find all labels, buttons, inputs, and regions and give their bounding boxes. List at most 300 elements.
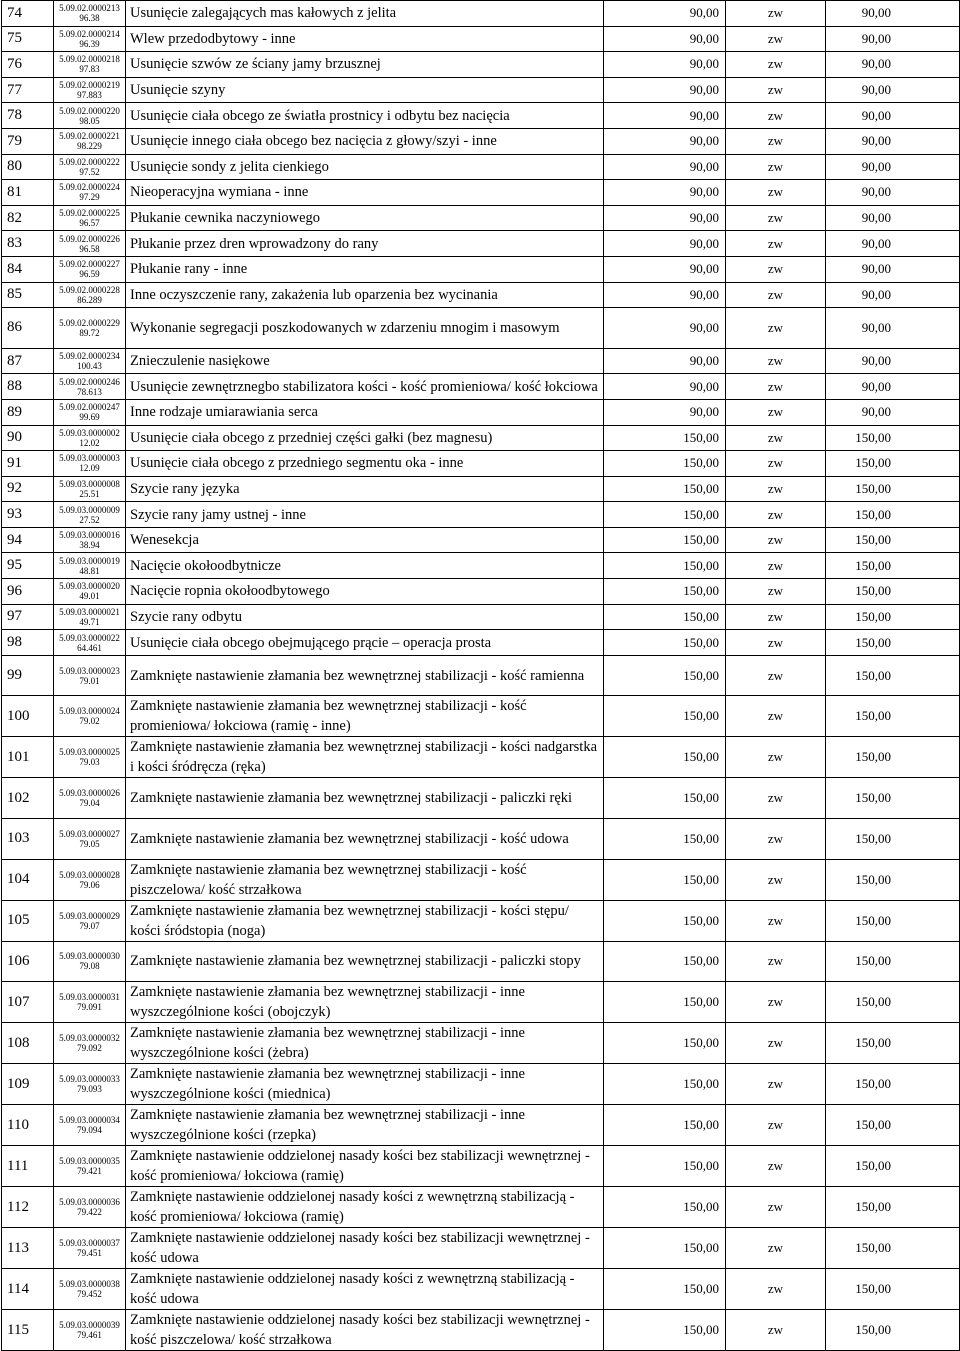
vat-rate: zw xyxy=(726,1064,826,1105)
procedure-code-cell xyxy=(54,553,126,579)
procedure-code: 5.09.03.0000038 xyxy=(59,1279,120,1290)
net-price: 150,00 xyxy=(604,476,726,502)
procedure-code: 5.09.02.0000225 xyxy=(59,208,120,219)
vat-rate: zw xyxy=(726,655,826,696)
gross-price: 90,00 xyxy=(826,154,960,180)
procedure-code: 5.09.03.0000020 xyxy=(59,581,120,592)
row-number: 77 xyxy=(2,77,54,103)
procedure-code-cell xyxy=(54,1269,126,1310)
procedure-code-cell xyxy=(54,778,126,819)
gross-price: 90,00 xyxy=(826,26,960,52)
table-row xyxy=(2,308,960,349)
net-price: 90,00 xyxy=(604,26,726,52)
procedure-name: Usunięcie szyny xyxy=(126,77,604,103)
procedure-code-cell xyxy=(54,282,126,308)
net-price: 150,00 xyxy=(604,1146,726,1187)
row-number: 100 xyxy=(2,696,54,737)
icd9-code: 79.01 xyxy=(79,675,100,686)
vat-rate: zw xyxy=(726,348,826,374)
row-number: 106 xyxy=(2,941,54,982)
row-number: 75 xyxy=(2,26,54,52)
gross-price: 150,00 xyxy=(826,941,960,982)
net-price: 150,00 xyxy=(604,655,726,696)
row-number: 108 xyxy=(2,1023,54,1064)
icd9-code: 96.39 xyxy=(79,38,100,49)
table-row xyxy=(2,1105,960,1146)
vat-rate: zw xyxy=(726,26,826,52)
vat-rate: zw xyxy=(726,1,826,27)
procedure-code: 5.09.03.0000003 xyxy=(59,453,120,464)
net-price: 150,00 xyxy=(604,1187,726,1228)
procedure-name: Zamknięte nastawienie oddzielonej nasady kości z wewnętrzną stabilizacją - kość promieniowa/ łokciowa (ramię) xyxy=(126,1187,604,1228)
procedure-code: 5.09.03.0000019 xyxy=(59,555,120,566)
icd9-code: 79.091 xyxy=(77,1002,102,1013)
procedure-code-cell xyxy=(54,604,126,630)
net-price: 90,00 xyxy=(604,348,726,374)
table-row xyxy=(2,737,960,778)
procedure-code: 5.09.02.0000229 xyxy=(59,317,120,328)
net-price: 150,00 xyxy=(604,941,726,982)
icd9-code: 12.02 xyxy=(79,437,100,448)
row-number: 74 xyxy=(2,1,54,27)
procedure-code-cell xyxy=(54,128,126,154)
procedure-code: 5.09.03.0000009 xyxy=(59,504,120,515)
vat-rate: zw xyxy=(726,256,826,282)
vat-rate: zw xyxy=(726,553,826,579)
row-number: 88 xyxy=(2,374,54,400)
table-row xyxy=(2,655,960,696)
table-row xyxy=(2,696,960,737)
icd9-code: 79.452 xyxy=(77,1289,102,1300)
row-number: 91 xyxy=(2,451,54,477)
gross-price: 90,00 xyxy=(826,128,960,154)
procedure-code-cell xyxy=(54,1,126,27)
row-number: 81 xyxy=(2,180,54,206)
row-number: 109 xyxy=(2,1064,54,1105)
procedure-code: 5.09.02.0000228 xyxy=(59,284,120,295)
net-price: 90,00 xyxy=(604,128,726,154)
procedure-code: 5.09.03.0000034 xyxy=(59,1115,120,1126)
icd9-code: 79.05 xyxy=(79,838,100,849)
table-row xyxy=(2,819,960,860)
procedure-code-cell xyxy=(54,982,126,1023)
table-row xyxy=(2,1,960,27)
table-row xyxy=(2,256,960,282)
procedure-name: Zamknięte nastawienie oddzielonej nasady kości bez stabilizacji wewnętrznej - kość piszczelowa/ kość strzałkowa xyxy=(126,1310,604,1351)
procedure-name: Zamknięte nastawienie złamania bez wewnętrznej stabilizacji - kości nadgarstka i kości śródręcza (ręka) xyxy=(126,737,604,778)
vat-rate: zw xyxy=(726,374,826,400)
gross-price: 90,00 xyxy=(826,231,960,257)
icd9-code: 79.06 xyxy=(79,879,100,890)
procedure-name: Zamknięte nastawienie złamania bez wewnętrznej stabilizacji - paliczki ręki xyxy=(126,778,604,819)
procedure-code-cell xyxy=(54,1187,126,1228)
procedure-code: 5.09.03.0000030 xyxy=(59,951,120,962)
gross-price: 150,00 xyxy=(826,630,960,656)
icd9-code: 97.29 xyxy=(79,192,100,203)
procedure-code: 5.09.02.0000227 xyxy=(59,259,120,270)
gross-price: 150,00 xyxy=(826,778,960,819)
table-row xyxy=(2,982,960,1023)
procedure-code: 5.09.03.0000025 xyxy=(59,747,120,758)
procedure-name: Płukanie rany - inne xyxy=(126,256,604,282)
gross-price: 150,00 xyxy=(826,655,960,696)
net-price: 90,00 xyxy=(604,103,726,129)
row-number: 84 xyxy=(2,256,54,282)
procedure-name: Wlew przedodbytowy - inne xyxy=(126,26,604,52)
gross-price: 150,00 xyxy=(826,1269,960,1310)
table-row xyxy=(2,778,960,819)
vat-rate: zw xyxy=(726,527,826,553)
procedure-code: 5.09.02.0000221 xyxy=(59,131,120,142)
procedure-code: 5.09.03.0000031 xyxy=(59,992,120,1003)
procedure-code-cell xyxy=(54,941,126,982)
procedure-code: 5.09.02.0000220 xyxy=(59,105,120,116)
table-row xyxy=(2,1146,960,1187)
procedure-name: Zamknięte nastawienie złamania bez wewnętrznej stabilizacji - paliczki stopy xyxy=(126,941,604,982)
procedure-name: Płukanie przez dren wprowadzony do rany xyxy=(126,231,604,257)
net-price: 90,00 xyxy=(604,308,726,349)
table-row xyxy=(2,52,960,78)
table-row xyxy=(2,1269,960,1310)
vat-rate: zw xyxy=(726,1023,826,1064)
icd9-code: 96.58 xyxy=(79,243,100,254)
procedure-name: Zamknięte nastawienie złamania bez wewnętrznej stabilizacji - inne wyszczególnione kości (rzepka) xyxy=(126,1105,604,1146)
table-row xyxy=(2,1023,960,1064)
table-row xyxy=(2,604,960,630)
vat-rate: zw xyxy=(726,231,826,257)
row-number: 99 xyxy=(2,655,54,696)
procedure-code: 5.09.03.0000039 xyxy=(59,1320,120,1331)
procedure-code-cell xyxy=(54,655,126,696)
net-price: 150,00 xyxy=(604,527,726,553)
gross-price: 150,00 xyxy=(826,982,960,1023)
procedure-code-cell xyxy=(54,154,126,180)
icd9-code: 96.38 xyxy=(79,13,100,24)
gross-price: 150,00 xyxy=(826,1105,960,1146)
procedure-code-cell xyxy=(54,502,126,528)
procedure-name: Usunięcie ciała obcego obejmującego prącie – operacja prosta xyxy=(126,630,604,656)
gross-price: 150,00 xyxy=(826,553,960,579)
procedure-code: 5.09.03.0000036 xyxy=(59,1197,120,1208)
icd9-code: 79.093 xyxy=(77,1084,102,1095)
net-price: 90,00 xyxy=(604,154,726,180)
procedure-name: Usunięcie zewnętrznegbo stabilizatora kości - kość promieniowa/ kość łokciowa xyxy=(126,374,604,400)
icd9-code: 78.613 xyxy=(77,386,102,397)
net-price: 150,00 xyxy=(604,1269,726,1310)
icd9-code: 98.05 xyxy=(79,115,100,126)
procedure-code: 5.09.03.0000027 xyxy=(59,828,120,839)
procedure-code-cell xyxy=(54,256,126,282)
vat-rate: zw xyxy=(726,1187,826,1228)
gross-price: 150,00 xyxy=(826,819,960,860)
gross-price: 150,00 xyxy=(826,451,960,477)
icd9-code: 86.289 xyxy=(77,294,102,305)
procedure-code-cell xyxy=(54,103,126,129)
table-row xyxy=(2,579,960,605)
vat-rate: zw xyxy=(726,778,826,819)
procedure-code-cell xyxy=(54,180,126,206)
procedure-name: Nacięcie okołoodbytnicze xyxy=(126,553,604,579)
vat-rate: zw xyxy=(726,579,826,605)
icd9-code: 79.03 xyxy=(79,757,100,768)
icd9-code: 96.57 xyxy=(79,218,100,229)
procedure-code: 5.09.03.0000024 xyxy=(59,706,120,717)
row-number: 89 xyxy=(2,399,54,425)
gross-price: 150,00 xyxy=(826,1310,960,1351)
gross-price: 150,00 xyxy=(826,579,960,605)
vat-rate: zw xyxy=(726,451,826,477)
procedure-code-cell xyxy=(54,476,126,502)
row-number: 107 xyxy=(2,982,54,1023)
procedure-name: Wenesekcja xyxy=(126,527,604,553)
icd9-code: 48.81 xyxy=(79,565,100,576)
table-row xyxy=(2,941,960,982)
procedure-code: 5.09.02.0000218 xyxy=(59,54,120,65)
procedure-name: Szycie rany języka xyxy=(126,476,604,502)
vat-rate: zw xyxy=(726,282,826,308)
gross-price: 90,00 xyxy=(826,52,960,78)
net-price: 150,00 xyxy=(604,696,726,737)
procedure-name: Płukanie cewnika naczyniowego xyxy=(126,205,604,231)
row-number: 112 xyxy=(2,1187,54,1228)
table-row xyxy=(2,476,960,502)
gross-price: 150,00 xyxy=(826,737,960,778)
procedure-code: 5.09.02.0000214 xyxy=(59,28,120,39)
price-list-body xyxy=(2,1,960,1351)
procedure-code-cell xyxy=(54,26,126,52)
row-number: 114 xyxy=(2,1269,54,1310)
net-price: 90,00 xyxy=(604,180,726,206)
gross-price: 150,00 xyxy=(826,1146,960,1187)
table-row xyxy=(2,1187,960,1228)
procedure-name: Znieczulenie nasiękowe xyxy=(126,348,604,374)
net-price: 90,00 xyxy=(604,256,726,282)
procedure-name: Usunięcie zalegających mas kałowych z jelita xyxy=(126,1,604,27)
procedure-name: Szycie rany jamy ustnej - inne xyxy=(126,502,604,528)
gross-price: 90,00 xyxy=(826,103,960,129)
table-row xyxy=(2,348,960,374)
procedure-name: Inne oczyszczenie rany, zakażenia lub oparzenia bez wycinania xyxy=(126,282,604,308)
row-number: 95 xyxy=(2,553,54,579)
gross-price: 90,00 xyxy=(826,308,960,349)
net-price: 150,00 xyxy=(604,425,726,451)
vat-rate: zw xyxy=(726,819,826,860)
procedure-name: Usunięcie ciała obcego z przedniej części gałki (bez magnesu) xyxy=(126,425,604,451)
procedure-code: 5.09.03.0000023 xyxy=(59,665,120,676)
vat-rate: zw xyxy=(726,900,826,941)
gross-price: 150,00 xyxy=(826,696,960,737)
vat-rate: zw xyxy=(726,103,826,129)
row-number: 105 xyxy=(2,900,54,941)
table-row xyxy=(2,900,960,941)
vat-rate: zw xyxy=(726,154,826,180)
row-number: 79 xyxy=(2,128,54,154)
net-price: 150,00 xyxy=(604,819,726,860)
row-number: 80 xyxy=(2,154,54,180)
row-number: 115 xyxy=(2,1310,54,1351)
procedure-code: 5.09.03.0000035 xyxy=(59,1156,120,1167)
procedure-code-cell xyxy=(54,1064,126,1105)
gross-price: 90,00 xyxy=(826,374,960,400)
gross-price: 150,00 xyxy=(826,425,960,451)
procedure-code: 5.09.03.0000016 xyxy=(59,530,120,541)
procedure-code-cell xyxy=(54,77,126,103)
procedure-name: Usunięcie ciała obcego ze światła prostnicy i odbytu bez nacięcia xyxy=(126,103,604,129)
table-row xyxy=(2,128,960,154)
gross-price: 150,00 xyxy=(826,1064,960,1105)
gross-price: 90,00 xyxy=(826,180,960,206)
vat-rate: zw xyxy=(726,1269,826,1310)
procedure-code-cell xyxy=(54,630,126,656)
row-number: 86 xyxy=(2,308,54,349)
net-price: 90,00 xyxy=(604,52,726,78)
table-row xyxy=(2,553,960,579)
procedure-name: Nacięcie ropnia okołoodbytowego xyxy=(126,579,604,605)
net-price: 90,00 xyxy=(604,1,726,27)
gross-price: 150,00 xyxy=(826,476,960,502)
procedure-name: Zamknięte nastawienie oddzielonej nasady kości bez stabilizacji wewnętrznej - kość udowa xyxy=(126,1228,604,1269)
net-price: 150,00 xyxy=(604,553,726,579)
net-price: 150,00 xyxy=(604,1105,726,1146)
procedure-code-cell xyxy=(54,1310,126,1351)
gross-price: 150,00 xyxy=(826,1187,960,1228)
procedure-code: 5.09.03.0000032 xyxy=(59,1033,120,1044)
vat-rate: zw xyxy=(726,128,826,154)
gross-price: 150,00 xyxy=(826,900,960,941)
vat-rate: zw xyxy=(726,630,826,656)
gross-price: 150,00 xyxy=(826,604,960,630)
procedure-code: 5.09.02.0000247 xyxy=(59,402,120,413)
procedure-code-cell xyxy=(54,1105,126,1146)
icd9-code: 97.83 xyxy=(79,64,100,75)
gross-price: 150,00 xyxy=(826,527,960,553)
icd9-code: 64.461 xyxy=(77,642,102,653)
icd9-code: 79.08 xyxy=(79,961,100,972)
gross-price: 90,00 xyxy=(826,348,960,374)
vat-rate: zw xyxy=(726,1105,826,1146)
procedure-code: 5.09.03.0000022 xyxy=(59,632,120,643)
table-row xyxy=(2,180,960,206)
gross-price: 90,00 xyxy=(826,205,960,231)
procedure-code-cell xyxy=(54,696,126,737)
row-number: 103 xyxy=(2,819,54,860)
vat-rate: zw xyxy=(726,476,826,502)
icd9-code: 79.422 xyxy=(77,1207,102,1218)
procedure-code: 5.09.03.0000008 xyxy=(59,478,120,489)
procedure-name: Zamknięte nastawienie złamania bez wewnętrznej stabilizacji - kości stępu/ kości śródstopia (noga) xyxy=(126,900,604,941)
icd9-code: 79.451 xyxy=(77,1248,102,1259)
table-row xyxy=(2,399,960,425)
row-number: 90 xyxy=(2,425,54,451)
vat-rate: zw xyxy=(726,941,826,982)
procedure-name: Usunięcie innego ciała obcego bez nacięcia z głowy/szyi - inne xyxy=(126,128,604,154)
icd9-code: 38.94 xyxy=(79,540,100,551)
net-price: 150,00 xyxy=(604,778,726,819)
gross-price: 90,00 xyxy=(826,282,960,308)
procedure-name: Nieoperacyjna wymiana - inne xyxy=(126,180,604,206)
procedure-name: Zamknięte nastawienie złamania bez wewnętrznej stabilizacji - inne wyszczególnione kości (miednica) xyxy=(126,1064,604,1105)
row-number: 76 xyxy=(2,52,54,78)
vat-rate: zw xyxy=(726,1310,826,1351)
procedure-code-cell xyxy=(54,1023,126,1064)
procedure-name: Usunięcie sondy z jelita cienkiego xyxy=(126,154,604,180)
vat-rate: zw xyxy=(726,205,826,231)
procedure-code-cell xyxy=(54,205,126,231)
procedure-code-cell xyxy=(54,399,126,425)
table-row xyxy=(2,1228,960,1269)
procedure-code-cell xyxy=(54,451,126,477)
procedure-code: 5.09.03.0000026 xyxy=(59,788,120,799)
procedure-code: 5.09.02.0000219 xyxy=(59,80,120,91)
net-price: 150,00 xyxy=(604,859,726,900)
procedure-name: Zamknięte nastawienie złamania bez wewnętrznej stabilizacji - inne wyszczególnione kości (żebra) xyxy=(126,1023,604,1064)
procedure-code: 5.09.03.0000037 xyxy=(59,1238,120,1249)
procedure-code: 5.09.03.0000029 xyxy=(59,910,120,921)
gross-price: 150,00 xyxy=(826,859,960,900)
row-number: 113 xyxy=(2,1228,54,1269)
procedure-code: 5.09.03.0000021 xyxy=(59,606,120,617)
icd9-code: 100.43 xyxy=(77,361,102,372)
table-row xyxy=(2,1064,960,1105)
icd9-code: 79.04 xyxy=(79,798,100,809)
vat-rate: zw xyxy=(726,696,826,737)
gross-price: 90,00 xyxy=(826,256,960,282)
net-price: 150,00 xyxy=(604,1310,726,1351)
net-price: 150,00 xyxy=(604,630,726,656)
icd9-code: 79.461 xyxy=(77,1330,102,1341)
row-number: 96 xyxy=(2,579,54,605)
vat-rate: zw xyxy=(726,180,826,206)
procedure-code: 5.09.02.0000246 xyxy=(59,376,120,387)
row-number: 97 xyxy=(2,604,54,630)
procedure-code-cell xyxy=(54,308,126,349)
icd9-code: 96.59 xyxy=(79,269,100,280)
procedure-code-cell xyxy=(54,859,126,900)
procedure-name: Zamknięte nastawienie oddzielonej nasady kości bez stabilizacji wewnętrznej - kość promieniowa/ łokciowa (ramię) xyxy=(126,1146,604,1187)
vat-rate: zw xyxy=(726,425,826,451)
procedure-name: Zamknięte nastawienie złamania bez wewnętrznej stabilizacji - kość piszczelowa/ kość strzałkowa xyxy=(126,859,604,900)
gross-price: 90,00 xyxy=(826,399,960,425)
procedure-code: 5.09.02.0000222 xyxy=(59,156,120,167)
procedure-code-cell xyxy=(54,52,126,78)
procedure-name: Usunięcie ciała obcego z przedniego segmentu oka - inne xyxy=(126,451,604,477)
row-number: 98 xyxy=(2,630,54,656)
row-number: 92 xyxy=(2,476,54,502)
table-row xyxy=(2,630,960,656)
procedure-name: Szycie rany odbytu xyxy=(126,604,604,630)
table-row xyxy=(2,77,960,103)
table-row xyxy=(2,103,960,129)
icd9-code: 49.01 xyxy=(79,591,100,602)
net-price: 90,00 xyxy=(604,231,726,257)
procedure-code: 5.09.02.0000213 xyxy=(59,3,120,14)
table-row xyxy=(2,26,960,52)
procedure-code-cell xyxy=(54,231,126,257)
net-price: 90,00 xyxy=(604,282,726,308)
vat-rate: zw xyxy=(726,859,826,900)
vat-rate: zw xyxy=(726,604,826,630)
price-list-table xyxy=(1,0,960,1351)
gross-price: 150,00 xyxy=(826,502,960,528)
procedure-code: 5.09.02.0000226 xyxy=(59,233,120,244)
procedure-name: Zamknięte nastawienie złamania bez wewnętrznej stabilizacji - inne wyszczególnione kości (obojczyk) xyxy=(126,982,604,1023)
net-price: 90,00 xyxy=(604,374,726,400)
procedure-code-cell xyxy=(54,1228,126,1269)
icd9-code: 79.07 xyxy=(79,920,100,931)
vat-rate: zw xyxy=(726,399,826,425)
row-number: 78 xyxy=(2,103,54,129)
table-row xyxy=(2,154,960,180)
